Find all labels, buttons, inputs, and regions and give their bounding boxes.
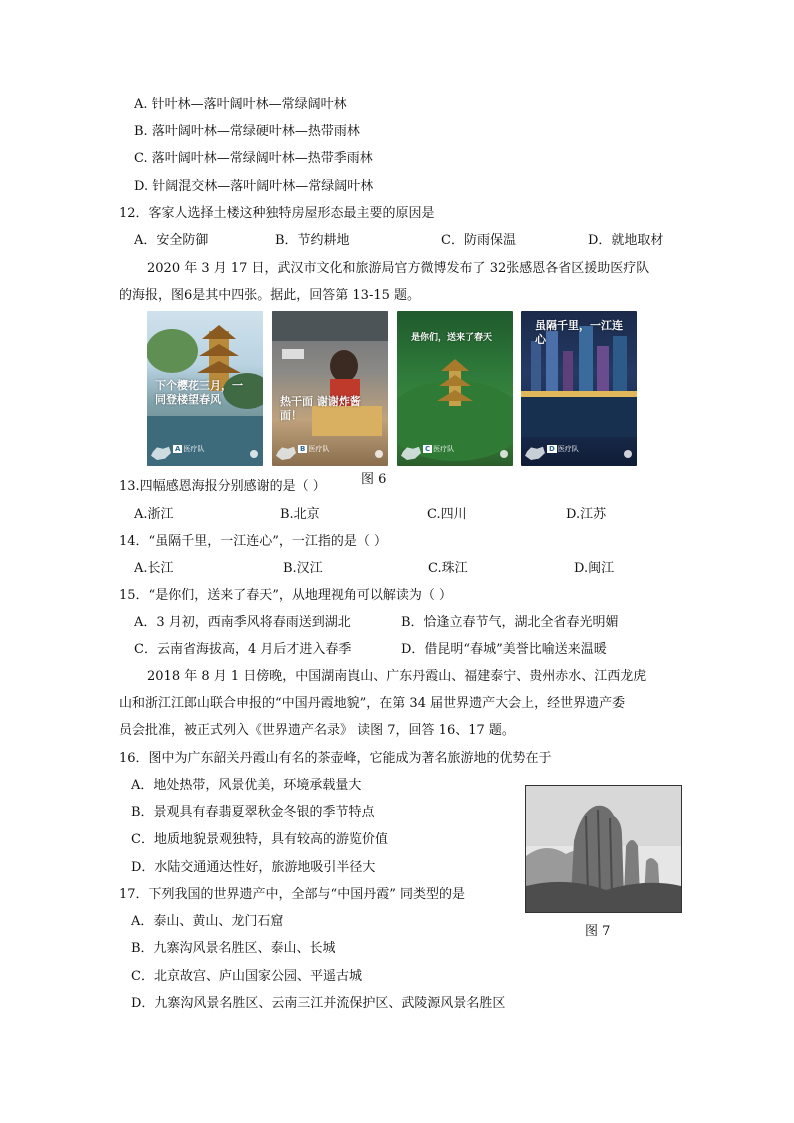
- poster-a: [147, 311, 263, 466]
- q11-option-c: C. 落叶阔叶林—常绿阔叶林—热带季雨林: [134, 151, 373, 166]
- q13-option-a: A.浙江: [134, 507, 174, 522]
- seal-icon: [624, 450, 632, 458]
- q14-option-b: B.汉江: [283, 561, 323, 576]
- q15-option-a: A．3 月初，西南季风将春雨送到湖北: [134, 615, 351, 630]
- q17-stem: 17．下列我国的世界遗产中，全部与“中国丹霞” 同类型的是: [119, 887, 465, 902]
- q14-stem: 14．“虽隔千里，一江连心”，一江指的是（ ）: [119, 534, 387, 549]
- q11-option-a: A. 针叶林—落叶阔叶林—常绿阔叶林: [134, 97, 347, 112]
- poster-d-tag: D 医疗队: [549, 445, 579, 453]
- seal-icon: [500, 450, 508, 458]
- q17-option-d: D．九寨沟风景名胜区、云南三江并流保护区、武陵源风景名胜区: [131, 996, 506, 1011]
- poster-c-tag: C 医疗队: [425, 445, 455, 453]
- q17-option-b: B．九寨沟风景名胜区、泰山、长城: [131, 941, 336, 956]
- poster-b-tag: B 医疗队: [300, 445, 330, 453]
- q16-option-b: B．景观具有春翡夏翠秋金冬银的季节特点: [131, 805, 375, 820]
- poster-b-headline: 热干面 谢谢炸酱面！: [280, 395, 361, 422]
- fig6-caption: 图 6: [361, 472, 387, 487]
- seal-icon: [250, 450, 258, 458]
- q11-option-d: D. 针阔混交林—落叶阔叶林—常绿阔叶林: [134, 179, 374, 194]
- noodle-vendor-icon: [272, 311, 388, 466]
- q13-stem: 13.四幅感恩海报分别感谢的是（ ）: [119, 479, 326, 494]
- poster-d: [521, 311, 637, 466]
- poster-a-headline: 下个樱花三月，一同登楼望春风: [155, 379, 243, 406]
- q17-option-a: A．泰山、黄山、龙门石窟: [131, 914, 284, 929]
- q16-stem: 16．图中为广东韶关丹霞山有名的茶壶峰，它能成为著名旅游地的优势在于: [119, 751, 552, 766]
- poster-d-headline: 虽隔千里，一江连心: [535, 319, 623, 346]
- intro2-line2: 山和浙江江郎山联合申报的“中国丹霞地貌”，在第 34 届世界遗产大会上，经世界遗产委: [119, 696, 626, 711]
- figure-7-photo: [525, 785, 682, 913]
- fig7-caption: 图 7: [585, 924, 611, 939]
- q14-option-a: A.长江: [134, 561, 174, 576]
- q12-stem: 12．客家人选择土楼这种独特房屋形态最主要的原因是: [119, 206, 435, 221]
- intro2-line3: 员会批准，被正式列入《世界遗产名录》 读图 7，回答 16、17 题。: [119, 723, 515, 738]
- q13-option-b: B.北京: [280, 507, 320, 522]
- q15-option-b: B．恰逢立春节气，湖北全省春光明媚: [401, 615, 619, 630]
- q13-option-d: D.江苏: [566, 507, 607, 522]
- poster-c: [397, 311, 513, 466]
- q14-option-d: D.闽江: [574, 561, 615, 576]
- poster-a-tag: A 医疗队: [175, 445, 205, 453]
- q16-option-c: C．地质地貌景观独特，具有较高的游览价值: [131, 832, 388, 847]
- q12-option-b: B．节约耕地: [275, 233, 350, 248]
- q15-stem: 15．“是你们，送来了春天”，从地理视角可以解读为（ ）: [119, 588, 452, 603]
- intro1-line1: 2020 年 3 月 17 日，武汉市文化和旅游局官方微博发布了 32张感恩各省区援助医疗队: [147, 261, 650, 276]
- q11-option-b: B. 落叶阔叶林—常绿硬叶林—热带雨林: [134, 124, 360, 139]
- q17-option-c: C．北京故宫、庐山国家公园、平遥古城: [131, 969, 362, 984]
- q15-option-c: C．云南省海拔高，4 月后才进入春季: [134, 642, 352, 657]
- poster-b: [272, 311, 388, 466]
- q12-option-c: C．防雨保温: [441, 233, 516, 248]
- q12-option-a: A．安全防御: [134, 233, 209, 248]
- intro1-line2: 的海报，图6是其中四张。据此，回答第 13-15 题。: [119, 288, 421, 303]
- q14-option-c: C.珠江: [428, 561, 468, 576]
- seal-icon: [375, 450, 383, 458]
- q13-option-c: C.四川: [427, 507, 467, 522]
- q16-option-a: A．地处热带，风景优美，环境承载量大: [131, 778, 362, 793]
- q12-option-d: D．就地取材: [588, 233, 664, 248]
- intro2-line1: 2018 年 8 月 1 日傍晚，中国湖南崀山、广东丹霞山、福建泰宁、贵州赤水、江西龙虎: [147, 669, 647, 684]
- q16-option-d: D．水陆交通通达性好，旅游地吸引半径大: [131, 860, 376, 875]
- q15-option-d: D．借昆明“春城”美誉比喻送来温暖: [401, 642, 607, 657]
- teapot-peak-icon: [526, 786, 681, 912]
- poster-c-headline: 是你们，送来了春天: [411, 333, 493, 343]
